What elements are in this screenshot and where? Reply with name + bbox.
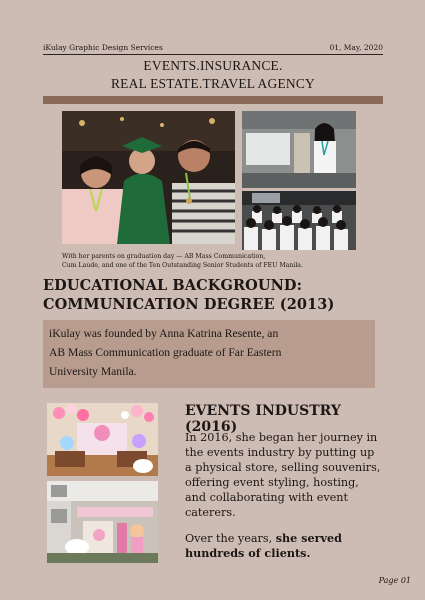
title-band xyxy=(43,96,383,104)
education-text-line-1: iKulay was founded by Anna Katrina Resente, an xyxy=(49,327,279,340)
events-heading: EVENTS INDUSTRY (2016) xyxy=(185,403,341,435)
events-line-3: a physical store, selling souvenirs, xyxy=(185,461,381,474)
events-paragraph-1 xyxy=(185,430,400,520)
title-line-1: EVENTS.INSURANCE. xyxy=(143,58,283,73)
presentation-photo xyxy=(242,111,356,188)
store-front-photo xyxy=(47,481,158,563)
event-styling-photo xyxy=(47,403,158,476)
header-date: 01, May, 2020 xyxy=(329,43,383,52)
education-text-box xyxy=(43,320,375,388)
page-number: Page 01 xyxy=(378,576,411,585)
events-line-4: offering event styling, hosting, xyxy=(185,476,359,489)
events-paragraph-2 xyxy=(185,531,400,561)
events-para2-bold-1: she served xyxy=(275,531,342,545)
caption-line-1: With her parents on graduation day — AB Mass Communication, xyxy=(62,253,266,260)
education-heading-line-2: COMMUNICATION DEGREE (2013) xyxy=(43,296,335,313)
events-line-5: and collaborating with event xyxy=(185,491,349,504)
events-line-1: In 2016, she began her journey in xyxy=(185,431,378,444)
header-rule xyxy=(43,54,383,55)
events-line-2: the events industry by putting up xyxy=(185,446,375,459)
events-para2-bold-2: hundreds of clients. xyxy=(185,546,311,560)
events-para2-lead: Over the years, xyxy=(185,532,276,545)
title-line-2: REAL ESTATE.TRAVEL AGENCY xyxy=(110,76,316,91)
audience-photo xyxy=(242,191,356,250)
education-text-line-2: AB Mass Communication graduate of Far Eastern xyxy=(49,346,282,359)
photo-caption xyxy=(62,252,352,270)
company-name: iKulay Graphic Design Services xyxy=(43,43,163,52)
graduation-photo xyxy=(62,111,235,244)
education-heading-line-1: EDUCATIONAL BACKGROUND: xyxy=(43,277,303,294)
events-line-6: caterers. xyxy=(185,506,236,519)
caption-line-2: Cum Laude, and one of the Ten Outstanding Senior Students of FEU Manila. xyxy=(62,262,303,269)
education-text-line-3: University Manila. xyxy=(49,365,137,378)
education-heading xyxy=(43,276,383,314)
page-title xyxy=(43,57,383,93)
